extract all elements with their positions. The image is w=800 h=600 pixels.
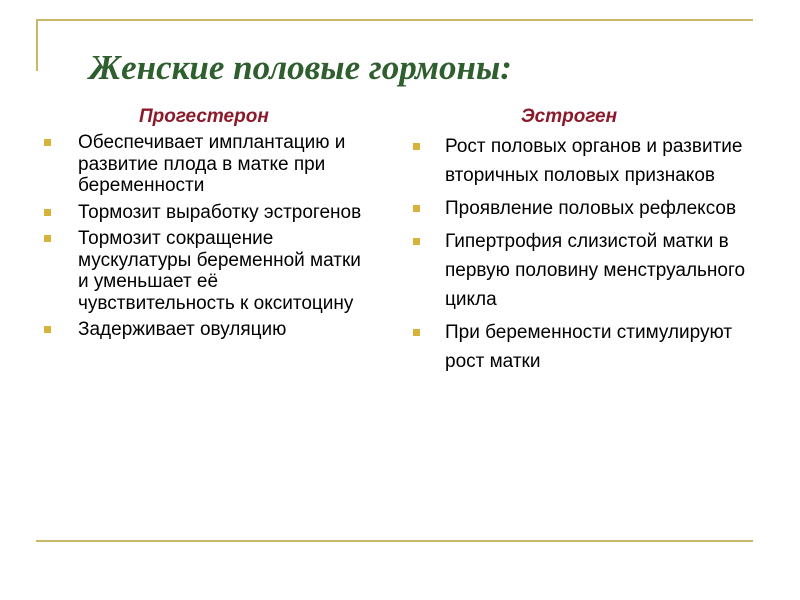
frame-left-line — [36, 19, 38, 71]
list-item-text: Рост половых органов и развитие вторичных половых признаков — [445, 136, 743, 186]
progesterone-list — [42, 132, 372, 341]
progesterone-heading: Прогестерон — [139, 106, 269, 127]
list-item — [412, 194, 752, 223]
progesterone-column — [42, 106, 372, 346]
square-bullet-icon — [44, 209, 51, 216]
square-bullet-icon — [44, 139, 51, 146]
list-item-text: Обеспечивает имплантацию и развитие плода в матке при беременности — [78, 132, 346, 196]
list-item-text: Задерживает овуляцию — [78, 319, 287, 340]
list-item-text: Гипертрофия слизистой матки в первую половину менструального цикла — [445, 231, 746, 310]
square-bullet-icon — [413, 143, 420, 150]
list-item — [412, 318, 752, 376]
list-item — [412, 227, 752, 314]
list-item — [42, 319, 372, 341]
square-bullet-icon — [44, 326, 51, 333]
list-item-text: Тормозит сокращение мускулатуры беременной матки и уменьшает её чувствительность к окситоцину — [78, 228, 361, 314]
square-bullet-icon — [44, 235, 51, 242]
list-item — [42, 228, 372, 314]
list-item-text: Тормозит выработку эстрогенов — [78, 201, 362, 223]
square-bullet-icon — [413, 238, 420, 245]
estrogen-list — [412, 132, 752, 376]
estrogen-heading: Эстроген — [521, 106, 618, 127]
square-bullet-icon — [413, 329, 420, 336]
frame-bottom-line — [36, 540, 753, 542]
list-item-text: Проявление половых рефлексов — [445, 198, 737, 219]
slide-title: Женские половые гормоны: — [89, 48, 512, 87]
list-item — [42, 132, 372, 197]
estrogen-column — [412, 106, 752, 380]
list-item-text: При беременности стимулируют рост матки — [445, 322, 733, 372]
list-item — [42, 202, 372, 224]
list-item — [412, 132, 752, 190]
frame-top-line — [36, 19, 753, 21]
square-bullet-icon — [413, 205, 420, 212]
